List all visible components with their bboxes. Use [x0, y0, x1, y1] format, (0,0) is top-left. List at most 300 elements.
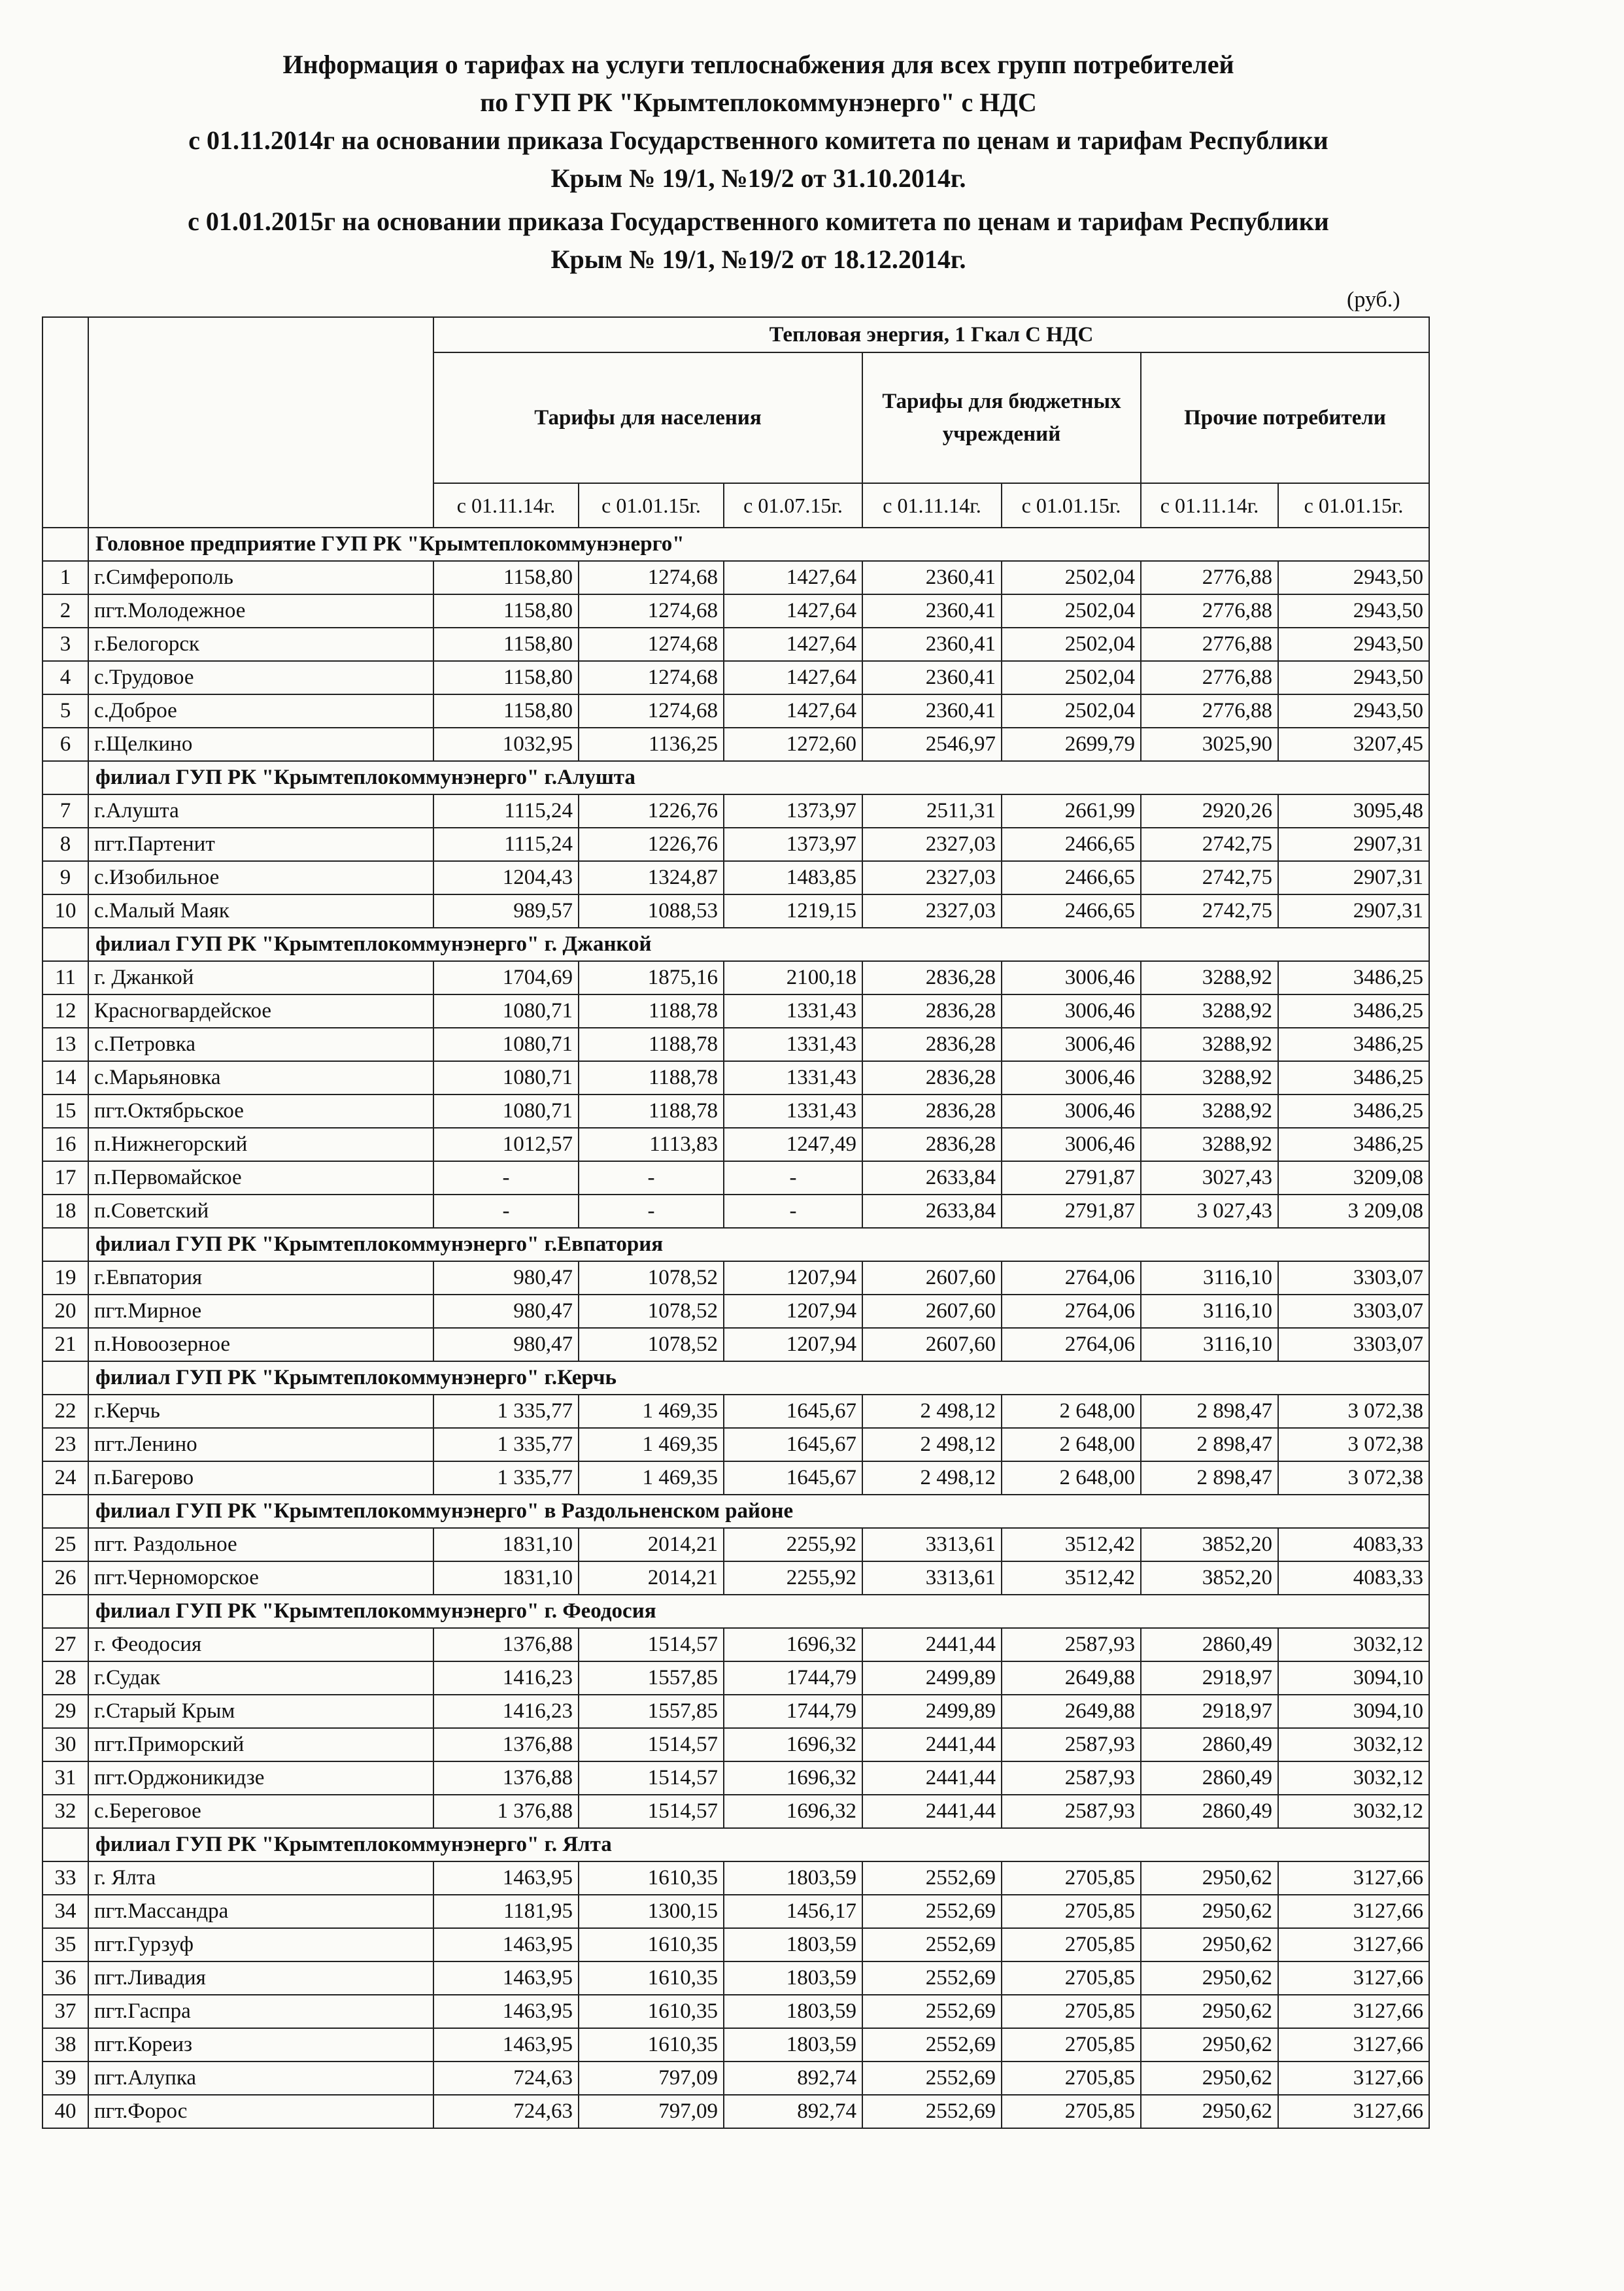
tariff-value: 1427,64 [724, 628, 862, 661]
tariff-value: 2511,31 [862, 794, 1002, 828]
tariff-value: 2466,65 [1002, 894, 1141, 928]
tariff-value: 2 648,00 [1002, 1428, 1141, 1461]
tariff-value: 1803,59 [724, 1995, 862, 2028]
locality-name: г. Феодосия [88, 1628, 433, 1661]
row-number: 24 [42, 1461, 88, 1495]
section-row [42, 528, 1429, 561]
tariff-value: 1696,32 [724, 1628, 862, 1661]
row-number: 5 [42, 694, 88, 728]
tariff-value: 3288,92 [1141, 1028, 1278, 1061]
tariff-value: 3094,10 [1278, 1661, 1429, 1695]
tariff-value: 1803,59 [724, 1961, 862, 1995]
section-num-cell [42, 1361, 88, 1395]
tariff-value: 2836,28 [862, 1128, 1002, 1161]
locality-name: п.Советский [88, 1195, 433, 1228]
table-row [42, 961, 1429, 994]
tariff-value: 3288,92 [1141, 1095, 1278, 1128]
tariff-value: 1803,59 [724, 1861, 862, 1895]
locality-name: п.Багерово [88, 1461, 433, 1495]
tariff-value: 1012,57 [433, 1128, 579, 1161]
header-group-population: Тарифы для населения [433, 352, 862, 483]
header-name-cell [88, 317, 433, 528]
tariff-value: 2860,49 [1141, 1728, 1278, 1761]
row-number: 6 [42, 728, 88, 761]
tariff-value: 2 898,47 [1141, 1428, 1278, 1461]
table-row [42, 1561, 1429, 1595]
tariff-value: 2552,69 [862, 1995, 1002, 2028]
row-number: 25 [42, 1528, 88, 1561]
locality-name: г.Симферополь [88, 561, 433, 594]
row-number: 15 [42, 1095, 88, 1128]
tariff-value: 1115,24 [433, 828, 579, 861]
tariff-value: 2649,88 [1002, 1695, 1141, 1728]
tariff-value: 724,63 [433, 2062, 579, 2095]
tariff-value: 2950,62 [1141, 2095, 1278, 2128]
tariff-value: 1158,80 [433, 628, 579, 661]
tariff-value: 2 898,47 [1141, 1395, 1278, 1428]
row-number: 8 [42, 828, 88, 861]
tariff-value: 2466,65 [1002, 861, 1141, 894]
section-num-cell [42, 528, 88, 561]
tariff-value: 1 335,77 [433, 1395, 579, 1428]
tariff-value: 2 648,00 [1002, 1395, 1141, 1428]
header-date: с 01.01.15г. [1002, 483, 1141, 528]
tariff-value: 1610,35 [579, 1961, 724, 1995]
table-row [42, 1395, 1429, 1428]
tariff-value: 1274,68 [579, 628, 724, 661]
row-number: 12 [42, 994, 88, 1028]
tariff-value: 1226,76 [579, 828, 724, 861]
table-row [42, 828, 1429, 861]
locality-name: с.Малый Маяк [88, 894, 433, 928]
tariff-value: 3 209,08 [1278, 1195, 1429, 1228]
tariff-value: 1831,10 [433, 1561, 579, 1595]
section-row [42, 1595, 1429, 1628]
tariff-value: 2360,41 [862, 561, 1002, 594]
tariff-value: 3006,46 [1002, 1128, 1141, 1161]
row-number: 2 [42, 594, 88, 628]
locality-name: пгт.Октябрьское [88, 1095, 433, 1128]
tariff-value: 1704,69 [433, 961, 579, 994]
tariff-value: 1514,57 [579, 1728, 724, 1761]
tariff-value: 1272,60 [724, 728, 862, 761]
tariff-value: 3032,12 [1278, 1628, 1429, 1661]
tariff-value: 980,47 [433, 1328, 579, 1361]
tariff-value: 2776,88 [1141, 628, 1278, 661]
header-line-6: Крым № 19/1, №19/2 от 18.12.2014г. [550, 245, 966, 274]
tariff-value: 2255,92 [724, 1561, 862, 1595]
row-number: 21 [42, 1328, 88, 1361]
locality-name: пгт.Форос [88, 2095, 433, 2128]
tariff-value: 1803,59 [724, 1928, 862, 1961]
locality-name: п.Первомайское [88, 1161, 433, 1195]
tariff-value: 3 072,38 [1278, 1461, 1429, 1495]
tariff-value: 3486,25 [1278, 961, 1429, 994]
tariff-value: 1188,78 [579, 1095, 724, 1128]
tariff-value: 1427,64 [724, 561, 862, 594]
tariff-value: 3027,43 [1141, 1161, 1278, 1195]
tariff-value: 2907,31 [1278, 828, 1429, 861]
tariff-value: 724,63 [433, 2095, 579, 2128]
locality-name: г.Судак [88, 1661, 433, 1695]
tariff-value: 2360,41 [862, 628, 1002, 661]
tariff-value: 1274,68 [579, 661, 724, 694]
tariff-value: 1331,43 [724, 1061, 862, 1095]
tariff-value: 1463,95 [433, 1861, 579, 1895]
tariff-value: 2943,50 [1278, 594, 1429, 628]
table-row [42, 1761, 1429, 1795]
tariff-value: 1181,95 [433, 1895, 579, 1928]
tariff-value: 1803,59 [724, 2028, 862, 2062]
tariff-value: 2776,88 [1141, 661, 1278, 694]
tariff-value: 1078,52 [579, 1295, 724, 1328]
row-number: 34 [42, 1895, 88, 1928]
tariff-value: 2907,31 [1278, 894, 1429, 928]
tariff-value: 1463,95 [433, 1928, 579, 1961]
tariff-value: 3486,25 [1278, 994, 1429, 1028]
section-num-cell [42, 1228, 88, 1261]
tariff-value: 3095,48 [1278, 794, 1429, 828]
tariff-value: 3127,66 [1278, 1995, 1429, 2028]
table-row [42, 728, 1429, 761]
tariff-value: - [724, 1195, 862, 1228]
currency-unit: (руб.) [1347, 288, 1400, 312]
locality-name: г.Евпатория [88, 1261, 433, 1295]
tariff-value: 2552,69 [862, 1861, 1002, 1895]
tariff-value: 2661,99 [1002, 794, 1141, 828]
section-num-cell [42, 928, 88, 961]
tariff-value: 1207,94 [724, 1295, 862, 1328]
row-number: 9 [42, 861, 88, 894]
tariff-value: 2633,84 [862, 1161, 1002, 1195]
tariff-value: 1427,64 [724, 661, 862, 694]
tariff-value: 3209,08 [1278, 1161, 1429, 1195]
row-number: 23 [42, 1428, 88, 1461]
row-number: 4 [42, 661, 88, 694]
tariff-value: 3288,92 [1141, 961, 1278, 994]
table-row [42, 661, 1429, 694]
tariff-value: 3 027,43 [1141, 1195, 1278, 1228]
tariff-value: 1226,76 [579, 794, 724, 828]
tariff-value: 1376,88 [433, 1761, 579, 1795]
tariff-value: 3486,25 [1278, 1061, 1429, 1095]
tariff-value: 2360,41 [862, 694, 1002, 728]
tariff-value: 1080,71 [433, 1028, 579, 1061]
tariff-value: 2950,62 [1141, 2062, 1278, 2095]
tariff-value: 3032,12 [1278, 1728, 1429, 1761]
row-number: 39 [42, 2062, 88, 2095]
row-number: 11 [42, 961, 88, 994]
locality-name: г.Белогорск [88, 628, 433, 661]
section-num-cell [42, 1828, 88, 1861]
header-date: с 01.01.15г. [579, 483, 724, 528]
tariff-value: 2649,88 [1002, 1661, 1141, 1695]
locality-name: пгт.Молодежное [88, 594, 433, 628]
tariff-value: 2327,03 [862, 894, 1002, 928]
tariff-value: 2255,92 [724, 1528, 862, 1561]
table-row [42, 1661, 1429, 1695]
tariff-value: 1158,80 [433, 594, 579, 628]
tariff-value: 2705,85 [1002, 2095, 1141, 2128]
tariff-value: 2502,04 [1002, 661, 1141, 694]
section-title: филиал ГУП РК "Крымтеплокоммунэнерго" г.Алушта [88, 761, 1429, 794]
tariff-value: 1300,15 [579, 1895, 724, 1928]
locality-name: пгт.Ливадия [88, 1961, 433, 1995]
tariff-value: 1610,35 [579, 2028, 724, 2062]
table-row [42, 594, 1429, 628]
locality-name: г. Джанкой [88, 961, 433, 994]
tariff-value: 1610,35 [579, 1995, 724, 2028]
tariff-value: 3288,92 [1141, 1061, 1278, 1095]
locality-name: г.Старый Крым [88, 1695, 433, 1728]
tariff-value: 1645,67 [724, 1428, 862, 1461]
tariff-value: 3127,66 [1278, 1961, 1429, 1995]
tariff-value: 3852,20 [1141, 1528, 1278, 1561]
header-date: с 01.11.14г. [1141, 483, 1278, 528]
tariff-value: 2014,21 [579, 1561, 724, 1595]
tariff-value: 2607,60 [862, 1295, 1002, 1328]
tariff-value: - [579, 1195, 724, 1228]
tariff-value: 1207,94 [724, 1261, 862, 1295]
header-date: с 01.11.14г. [433, 483, 579, 528]
section-title: филиал ГУП РК "Крымтеплокоммунэнерго" г.Евпатория [88, 1228, 1429, 1261]
tariff-value: 3094,10 [1278, 1695, 1429, 1728]
tariff-value: - [433, 1161, 579, 1195]
tariff-value: 2360,41 [862, 594, 1002, 628]
row-number: 35 [42, 1928, 88, 1961]
tariff-value: 2360,41 [862, 661, 1002, 694]
tariff-value: 3006,46 [1002, 961, 1141, 994]
tariff-value: 1324,87 [579, 861, 724, 894]
table-row [42, 1795, 1429, 1828]
tariff-value: 1113,83 [579, 1128, 724, 1161]
tariff-value: 1078,52 [579, 1328, 724, 1361]
tariff-value: 3116,10 [1141, 1328, 1278, 1361]
section-title: Головное предприятие ГУП РК "Крымтеплокоммунэнерго" [88, 528, 1429, 561]
tariff-value: 2943,50 [1278, 694, 1429, 728]
table-row [42, 2028, 1429, 2062]
table-row [42, 1261, 1429, 1295]
table-body [42, 528, 1429, 2128]
tariff-value: 2546,97 [862, 728, 1002, 761]
locality-name: пгт.Алупка [88, 2062, 433, 2095]
tariff-value: 2943,50 [1278, 628, 1429, 661]
table-row [42, 1028, 1429, 1061]
tariff-value: 2836,28 [862, 1095, 1002, 1128]
tariff-value: 2441,44 [862, 1628, 1002, 1661]
tariff-value: 2705,85 [1002, 1861, 1141, 1895]
tariff-value: 980,47 [433, 1295, 579, 1328]
tariff-value: 2950,62 [1141, 1928, 1278, 1961]
table-row [42, 1161, 1429, 1195]
tariff-value: 2764,06 [1002, 1328, 1141, 1361]
tariff-value: 1373,97 [724, 828, 862, 861]
header-line-4: Крым № 19/1, №19/2 от 31.10.2014г. [550, 163, 966, 193]
tariff-value: 2742,75 [1141, 828, 1278, 861]
row-number: 16 [42, 1128, 88, 1161]
tariff-value: 1080,71 [433, 1095, 579, 1128]
tariff-value: 2705,85 [1002, 1895, 1141, 1928]
table-row [42, 794, 1429, 828]
tariff-value: 4083,33 [1278, 1561, 1429, 1595]
tariff-value: 3116,10 [1141, 1261, 1278, 1295]
tariff-value: 2860,49 [1141, 1628, 1278, 1661]
tariff-value: 1514,57 [579, 1761, 724, 1795]
tariff-value: 2836,28 [862, 994, 1002, 1028]
tariff-value: 892,74 [724, 2062, 862, 2095]
tariff-value: 2327,03 [862, 861, 1002, 894]
tariff-value: 2552,69 [862, 2028, 1002, 2062]
tariff-value: 2327,03 [862, 828, 1002, 861]
table-row [42, 628, 1429, 661]
tariff-value: 1 469,35 [579, 1395, 724, 1428]
tariff-value: 3127,66 [1278, 1895, 1429, 1928]
tariff-value: 4083,33 [1278, 1528, 1429, 1561]
tariff-value: 3303,07 [1278, 1328, 1429, 1361]
row-number: 32 [42, 1795, 88, 1828]
document-header [92, 46, 1425, 279]
tariff-value: 1557,85 [579, 1695, 724, 1728]
tariff-value: 2552,69 [862, 1895, 1002, 1928]
section-num-cell [42, 761, 88, 794]
tariff-value: 2499,89 [862, 1661, 1002, 1695]
tariff-value: 1088,53 [579, 894, 724, 928]
tariff-value: 1744,79 [724, 1695, 862, 1728]
tariff-value: 2764,06 [1002, 1261, 1141, 1295]
row-number: 7 [42, 794, 88, 828]
tariff-value: 1 335,77 [433, 1461, 579, 1495]
section-title: филиал ГУП РК "Крымтеплокоммунэнерго" г. Джанкой [88, 928, 1429, 961]
tariff-value: 3 072,38 [1278, 1395, 1429, 1428]
table-row [42, 1628, 1429, 1661]
table-row [42, 1695, 1429, 1728]
table-row [42, 1295, 1429, 1328]
tariff-value: 1 469,35 [579, 1428, 724, 1461]
tariff-value: 980,47 [433, 1261, 579, 1295]
tariff-value: 1645,67 [724, 1395, 862, 1428]
tariff-value: 1 469,35 [579, 1461, 724, 1495]
row-number: 38 [42, 2028, 88, 2062]
locality-name: с.Петровка [88, 1028, 433, 1061]
header-group-other: Прочие потребители [1141, 352, 1429, 483]
tariff-value: 2633,84 [862, 1195, 1002, 1228]
table-row [42, 1528, 1429, 1561]
tariff-value: 3116,10 [1141, 1295, 1278, 1328]
tariff-value: 3127,66 [1278, 2062, 1429, 2095]
header-date: с 01.01.15г. [1278, 483, 1429, 528]
section-num-cell [42, 1595, 88, 1628]
row-number: 3 [42, 628, 88, 661]
section-row [42, 928, 1429, 961]
tariff-value: 2 498,12 [862, 1461, 1002, 1495]
tariff-value: 1427,64 [724, 694, 862, 728]
tariff-value: 1115,24 [433, 794, 579, 828]
tariff-value: - [724, 1161, 862, 1195]
row-number: 36 [42, 1961, 88, 1995]
table-row [42, 2062, 1429, 2095]
tariff-value: 2860,49 [1141, 1761, 1278, 1795]
locality-name: с.Доброе [88, 694, 433, 728]
tariff-value: 2943,50 [1278, 561, 1429, 594]
tariff-value: 2607,60 [862, 1261, 1002, 1295]
tariff-value: 2836,28 [862, 1028, 1002, 1061]
tariff-value: 3006,46 [1002, 1028, 1141, 1061]
tariff-value: 2607,60 [862, 1328, 1002, 1361]
tariff-value: 2502,04 [1002, 628, 1141, 661]
tariff-value: 3303,07 [1278, 1261, 1429, 1295]
tariff-table [42, 316, 1430, 2129]
locality-name: г.Алушта [88, 794, 433, 828]
tariff-value: 1080,71 [433, 1061, 579, 1095]
row-number: 33 [42, 1861, 88, 1895]
tariff-value: 2 898,47 [1141, 1461, 1278, 1495]
tariff-value: 2502,04 [1002, 694, 1141, 728]
tariff-value: 1831,10 [433, 1528, 579, 1561]
tariff-value: 2791,87 [1002, 1195, 1141, 1228]
tariff-value: 1080,71 [433, 994, 579, 1028]
row-number: 18 [42, 1195, 88, 1228]
section-row [42, 1495, 1429, 1528]
row-number: 31 [42, 1761, 88, 1795]
tariff-value: 2742,75 [1141, 861, 1278, 894]
tariff-value: 2950,62 [1141, 1861, 1278, 1895]
tariff-value: 3486,25 [1278, 1128, 1429, 1161]
locality-name: пгт.Гурзуф [88, 1928, 433, 1961]
table-row [42, 1128, 1429, 1161]
tariff-value: 2920,26 [1141, 794, 1278, 828]
tariff-value: 2950,62 [1141, 2028, 1278, 2062]
tariff-value: 2791,87 [1002, 1161, 1141, 1195]
row-number: 28 [42, 1661, 88, 1695]
tariff-value: 2907,31 [1278, 861, 1429, 894]
tariff-value: 2 498,12 [862, 1395, 1002, 1428]
header-group-budget: Тарифы для бюджетных учреждений [862, 352, 1141, 483]
tariff-value: 3303,07 [1278, 1295, 1429, 1328]
tariff-value: 1078,52 [579, 1261, 724, 1295]
section-row [42, 1828, 1429, 1861]
locality-name: с.Береговое [88, 1795, 433, 1828]
row-number: 13 [42, 1028, 88, 1061]
header-line-3: с 01.11.2014г на основании приказа Государственного комитета по ценам и тарифам Республики [188, 126, 1328, 155]
tariff-value: 3006,46 [1002, 994, 1141, 1028]
table-row [42, 1895, 1429, 1928]
locality-name: пгт.Приморский [88, 1728, 433, 1761]
tariff-value: 2918,97 [1141, 1695, 1278, 1728]
locality-name: пгт.Ленино [88, 1428, 433, 1461]
tariff-value: 2776,88 [1141, 694, 1278, 728]
locality-name: п.Нижнегорский [88, 1128, 433, 1161]
header-line-2: по ГУП РК "Крымтеплокоммунэнерго" с НДС [480, 88, 1037, 117]
tariff-value: 3512,42 [1002, 1561, 1141, 1595]
tariff-value: - [579, 1161, 724, 1195]
table-row [42, 1328, 1429, 1361]
tariff-value: 1188,78 [579, 994, 724, 1028]
tariff-value: 1744,79 [724, 1661, 862, 1695]
tariff-value: 2918,97 [1141, 1661, 1278, 1695]
tariff-value: 1456,17 [724, 1895, 862, 1928]
section-title: филиал ГУП РК "Крымтеплокоммунэнерго" г. Феодосия [88, 1595, 1429, 1628]
tariff-value: 2552,69 [862, 1961, 1002, 1995]
locality-name: г.Керчь [88, 1395, 433, 1428]
tariff-value: 3 072,38 [1278, 1428, 1429, 1461]
table-row [42, 1961, 1429, 1995]
tariff-value: 3006,46 [1002, 1095, 1141, 1128]
locality-name: пгт.Мирное [88, 1295, 433, 1328]
tariff-value: 1376,88 [433, 1728, 579, 1761]
tariff-value: 1136,25 [579, 728, 724, 761]
table-row [42, 1728, 1429, 1761]
tariff-value: 1188,78 [579, 1061, 724, 1095]
